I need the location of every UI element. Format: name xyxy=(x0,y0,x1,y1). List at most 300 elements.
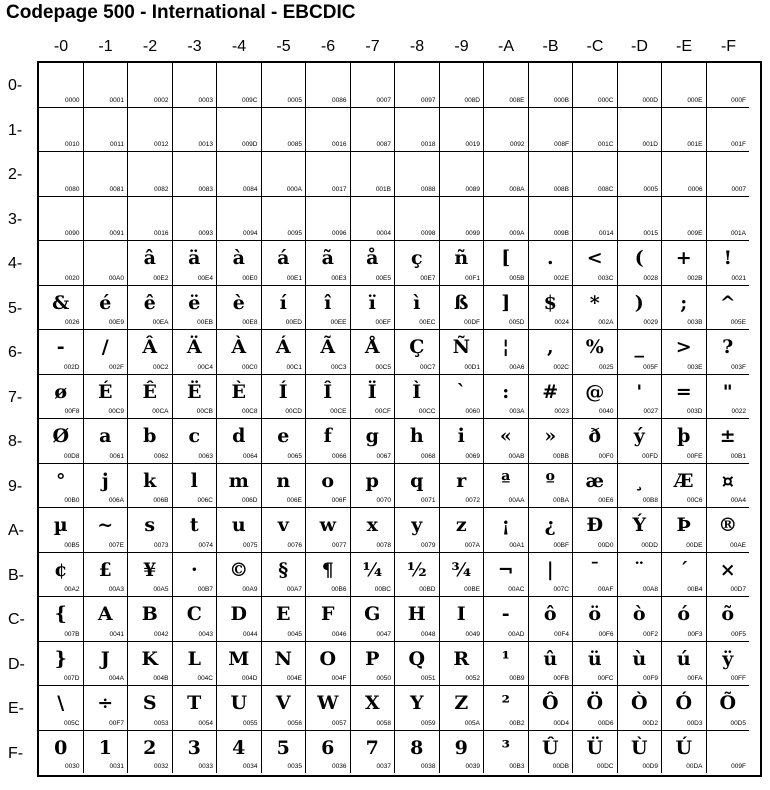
code-cell xyxy=(529,731,574,774)
character-glyph: ` xyxy=(456,380,466,403)
code-cell xyxy=(573,375,618,420)
unicode-code: 0078 xyxy=(376,541,391,549)
unicode-code: 00B7 xyxy=(197,586,213,593)
character-glyph: % xyxy=(585,336,604,358)
page-title: Codepage 500 - International - EBCDIC xyxy=(6,2,356,23)
unicode-code: 00A0 xyxy=(108,274,124,282)
unicode-code: 0036 xyxy=(332,763,347,770)
unicode-code: 0093 xyxy=(198,230,213,237)
code-cell xyxy=(618,642,663,687)
code-cell xyxy=(529,330,574,375)
unicode-code: 0088 xyxy=(421,185,436,193)
character-glyph: / xyxy=(101,336,109,358)
unicode-code: 0025 xyxy=(599,363,614,371)
unicode-code: 008A xyxy=(509,185,525,193)
unicode-code: 007A xyxy=(464,541,480,549)
unicode-code: 00CF xyxy=(375,408,391,415)
character-glyph: ´ xyxy=(679,558,689,581)
unicode-code: 00B1 xyxy=(730,452,746,460)
unicode-code: 0091 xyxy=(109,230,124,237)
character-glyph: ² xyxy=(501,692,510,714)
character-glyph: " xyxy=(722,380,733,403)
unicode-code: 0074 xyxy=(198,541,213,549)
character-glyph: Å xyxy=(364,336,380,358)
unicode-code: 00D0 xyxy=(597,541,614,549)
character-glyph: ¡ xyxy=(501,514,510,536)
character-glyph: 1 xyxy=(98,736,112,759)
character-glyph: | xyxy=(546,558,554,581)
unicode-code: 00A6 xyxy=(509,363,525,371)
code-cell xyxy=(306,553,351,598)
character-glyph: : xyxy=(502,380,510,403)
unicode-code: 0090 xyxy=(65,230,80,237)
character-glyph: ¤ xyxy=(721,469,734,492)
code-cell xyxy=(440,553,485,598)
code-cell xyxy=(351,63,396,108)
code-cell xyxy=(395,197,440,242)
unicode-code: 00D1 xyxy=(464,363,480,371)
character-glyph: o xyxy=(321,469,335,492)
unicode-code: 00B3 xyxy=(509,763,525,770)
unicode-code: 0040 xyxy=(599,408,614,415)
code-cell xyxy=(351,375,396,420)
column-header: -B xyxy=(542,38,559,55)
unicode-code: 003F xyxy=(731,363,746,371)
character-glyph: 8 xyxy=(410,736,424,759)
unicode-code: 0048 xyxy=(421,630,436,638)
code-cell xyxy=(351,330,396,375)
column-header: -0 xyxy=(53,38,69,55)
character-glyph: ? xyxy=(722,336,734,358)
unicode-code: 0018 xyxy=(421,141,436,148)
unicode-code: 00B0 xyxy=(64,497,80,504)
character-glyph: w xyxy=(319,514,336,536)
unicode-code: 00BB xyxy=(553,452,569,460)
code-cell xyxy=(440,375,485,420)
character-glyph: J xyxy=(100,647,110,670)
character-glyph: z xyxy=(455,514,467,536)
code-cell xyxy=(217,419,262,464)
character-glyph: k xyxy=(143,469,157,492)
code-cell xyxy=(39,419,84,464)
unicode-code: 00E5 xyxy=(375,274,391,282)
code-cell xyxy=(707,63,750,108)
character-glyph: F xyxy=(321,603,335,625)
code-cell xyxy=(440,731,485,774)
code-cell xyxy=(128,464,173,509)
code-cell xyxy=(662,686,707,731)
unicode-code: 003D xyxy=(686,408,703,415)
character-glyph: ð xyxy=(588,425,602,447)
unicode-code: 0005 xyxy=(643,185,658,193)
code-cell xyxy=(306,464,351,509)
unicode-code: 00BD xyxy=(419,586,436,593)
character-glyph: V xyxy=(275,692,291,714)
unicode-code: 0060 xyxy=(465,408,480,415)
code-cell xyxy=(707,419,750,464)
character-glyph: ¨ xyxy=(634,558,644,581)
code-cell xyxy=(173,152,218,197)
unicode-code: 0029 xyxy=(643,319,658,326)
unicode-code: 008B xyxy=(553,185,569,193)
unicode-code: 00F9 xyxy=(643,675,658,682)
unicode-code: 00DF xyxy=(464,319,480,326)
code-cell xyxy=(39,286,84,331)
character-glyph: @ xyxy=(585,380,605,403)
character-glyph: t xyxy=(189,514,199,536)
unicode-code: 0056 xyxy=(287,719,302,727)
character-glyph: è xyxy=(232,291,245,314)
unicode-code: 001F xyxy=(731,141,746,148)
unicode-code: 004A xyxy=(108,675,124,682)
code-cell xyxy=(39,197,84,242)
column-header: -1 xyxy=(98,38,113,55)
code-cell xyxy=(484,286,529,331)
character-glyph: « xyxy=(499,425,512,447)
unicode-code: 007C xyxy=(553,586,569,593)
unicode-code: 006B xyxy=(153,497,169,504)
code-cell xyxy=(306,419,351,464)
unicode-code: 003A xyxy=(509,408,525,415)
row-header: 5- xyxy=(8,299,23,317)
unicode-code: 00A3 xyxy=(108,586,124,593)
code-cell xyxy=(484,553,529,598)
code-cell xyxy=(84,464,129,509)
unicode-code: 00E9 xyxy=(108,319,124,326)
code-cell xyxy=(84,508,129,553)
code-cell xyxy=(662,241,707,286)
code-cell xyxy=(262,731,307,774)
unicode-code: 0002 xyxy=(154,96,169,104)
unicode-code: 001A xyxy=(730,230,746,237)
character-glyph: ¼ xyxy=(362,558,383,581)
code-cell xyxy=(173,597,218,642)
unicode-code: 00DA xyxy=(686,763,703,770)
character-glyph: ï xyxy=(368,291,376,314)
unicode-code: 00CB xyxy=(196,408,213,415)
code-cell xyxy=(306,152,351,197)
unicode-code: 0035 xyxy=(287,763,302,770)
unicode-code: 00BE xyxy=(464,586,480,593)
unicode-code: 00D8 xyxy=(63,452,80,460)
code-cell xyxy=(39,464,84,509)
character-glyph: ! xyxy=(723,247,732,269)
column-header: -2 xyxy=(142,38,158,55)
code-cell xyxy=(707,330,750,375)
character-glyph: # xyxy=(542,380,559,403)
column-header: -7 xyxy=(365,38,380,55)
character-glyph: ¦ xyxy=(502,336,510,358)
character-glyph: v xyxy=(277,514,289,536)
character-glyph: ô xyxy=(543,603,557,625)
unicode-code: 0097 xyxy=(421,96,436,104)
character-glyph: Ý xyxy=(632,514,647,536)
code-cell xyxy=(573,597,618,642)
unicode-code: 00F3 xyxy=(687,630,703,638)
unicode-code: 00ED xyxy=(285,319,302,326)
code-cell xyxy=(573,286,618,331)
code-cell xyxy=(440,197,485,242)
character-glyph: à xyxy=(232,247,245,269)
code-cell xyxy=(707,464,750,509)
code-cell xyxy=(573,731,618,774)
unicode-code: 00B5 xyxy=(64,541,80,549)
unicode-code: 00BF xyxy=(553,541,569,549)
unicode-code: 00EC xyxy=(419,319,436,326)
unicode-code: 00D3 xyxy=(686,719,703,727)
code-cell xyxy=(484,464,529,509)
unicode-code: 0095 xyxy=(287,230,302,237)
unicode-code: 006A xyxy=(108,497,124,504)
unicode-code: 00C0 xyxy=(241,363,258,371)
code-cell xyxy=(573,330,618,375)
code-cell xyxy=(440,241,485,286)
unicode-code: 0031 xyxy=(109,763,124,770)
unicode-code: 00E7 xyxy=(420,274,436,282)
code-cell xyxy=(484,241,529,286)
code-cell xyxy=(262,375,307,420)
unicode-code: 0055 xyxy=(243,719,258,727)
code-cell xyxy=(39,152,84,197)
code-cell xyxy=(529,152,574,197)
character-glyph: Ê xyxy=(142,380,157,403)
unicode-code: 002C xyxy=(553,363,569,371)
unicode-code: 006F xyxy=(331,497,347,504)
character-glyph: l xyxy=(190,469,198,492)
character-glyph: á xyxy=(277,247,290,269)
unicode-code: 005B xyxy=(509,274,525,282)
character-glyph: Þ xyxy=(676,514,691,536)
code-cell xyxy=(173,330,218,375)
unicode-code: 0087 xyxy=(376,141,391,148)
unicode-code: 0020 xyxy=(65,274,80,282)
code-cell xyxy=(84,375,129,420)
character-glyph: ~ xyxy=(97,514,114,536)
unicode-code: 0062 xyxy=(154,452,169,460)
unicode-code: 00D6 xyxy=(597,719,614,727)
character-glyph: ç xyxy=(410,247,423,269)
code-cell xyxy=(618,731,663,774)
character-glyph: ù xyxy=(632,647,647,670)
character-glyph: ; xyxy=(680,291,688,314)
code-cell xyxy=(217,286,262,331)
code-cell xyxy=(662,597,707,642)
character-glyph: ³ xyxy=(501,736,510,759)
unicode-code: 00DC xyxy=(596,763,614,770)
code-cell xyxy=(128,642,173,687)
unicode-code: 00FB xyxy=(553,675,569,682)
code-cell xyxy=(529,508,574,553)
character-glyph: - xyxy=(501,603,510,625)
code-cell xyxy=(529,686,574,731)
unicode-code: 0010 xyxy=(65,141,80,148)
character-glyph: Û xyxy=(541,736,559,759)
unicode-code: 0021 xyxy=(731,274,746,282)
code-cell xyxy=(662,197,707,242)
character-glyph: Ð xyxy=(586,514,604,536)
unicode-code: 0057 xyxy=(332,719,347,727)
code-cell xyxy=(128,63,173,108)
code-cell xyxy=(618,241,663,286)
unicode-code: 0047 xyxy=(376,630,391,638)
row-header: D- xyxy=(8,655,25,673)
character-glyph: ý xyxy=(633,425,645,447)
code-cell xyxy=(484,108,529,153)
character-glyph: < xyxy=(586,247,603,269)
unicode-code: 00AF xyxy=(597,586,614,593)
unicode-code: 0068 xyxy=(421,452,436,460)
unicode-code: 00B8 xyxy=(642,497,658,504)
code-cell xyxy=(306,241,351,286)
code-cell xyxy=(662,375,707,420)
character-glyph: æ xyxy=(585,469,605,492)
unicode-code: 000C xyxy=(597,96,614,104)
code-cell xyxy=(618,553,663,598)
unicode-code: 00E4 xyxy=(197,274,213,282)
code-cell xyxy=(262,63,307,108)
code-cell xyxy=(84,419,129,464)
unicode-code: 009B xyxy=(553,230,569,237)
code-cell xyxy=(707,108,750,153)
unicode-code: 0092 xyxy=(510,141,525,148)
code-cell xyxy=(84,241,129,286)
code-cell xyxy=(529,553,574,598)
unicode-code: 009D xyxy=(241,141,258,148)
unicode-code: 00BA xyxy=(553,497,569,504)
code-cell xyxy=(707,597,750,642)
code-cell xyxy=(128,597,173,642)
code-cell xyxy=(395,241,440,286)
code-cell xyxy=(484,152,529,197)
character-glyph: b xyxy=(143,425,157,447)
character-glyph: ú xyxy=(676,647,691,670)
code-cell xyxy=(84,108,129,153)
character-glyph: ÷ xyxy=(97,692,114,714)
row-header: 9- xyxy=(8,477,23,495)
character-glyph: ¯ xyxy=(590,558,600,581)
unicode-code: 0080 xyxy=(65,185,80,193)
code-cell xyxy=(306,375,351,420)
unicode-code: 00AD xyxy=(508,630,525,638)
character-glyph: ì xyxy=(413,291,421,314)
code-cell xyxy=(351,108,396,153)
unicode-code: 0016 xyxy=(332,141,347,148)
unicode-code: 00F2 xyxy=(643,630,658,638)
code-cell xyxy=(351,508,396,553)
unicode-code: 0001 xyxy=(109,96,124,104)
character-glyph: 3 xyxy=(187,736,201,759)
code-cell xyxy=(484,63,529,108)
unicode-code: 003C xyxy=(597,274,614,282)
code-cell xyxy=(662,642,707,687)
code-cell xyxy=(306,108,351,153)
code-cell xyxy=(440,597,485,642)
code-cell xyxy=(395,152,440,197)
character-glyph: m xyxy=(228,469,249,492)
character-glyph: O xyxy=(319,647,337,670)
unicode-code: 00B9 xyxy=(509,675,525,682)
character-glyph: W xyxy=(317,692,339,714)
code-cell xyxy=(484,508,529,553)
unicode-code: 001B xyxy=(375,185,391,193)
code-cell xyxy=(128,731,173,774)
character-glyph: Ô xyxy=(541,692,559,714)
code-cell xyxy=(39,731,84,774)
character-glyph: H xyxy=(407,603,426,625)
code-cell xyxy=(39,108,84,153)
code-cell xyxy=(39,375,84,420)
code-cell xyxy=(662,731,707,774)
code-cell xyxy=(618,508,663,553)
character-glyph: s xyxy=(144,514,156,536)
unicode-code: 00C2 xyxy=(152,363,169,371)
character-glyph: Ì xyxy=(412,380,422,403)
code-cell xyxy=(84,197,129,242)
row-header: A- xyxy=(8,522,24,539)
unicode-code: 00AB xyxy=(508,452,525,460)
unicode-code: 000E xyxy=(687,96,703,104)
column-header: -D xyxy=(631,38,648,55)
unicode-code: 008D xyxy=(464,96,480,104)
row-header: 1- xyxy=(8,121,23,139)
character-glyph: ¿ xyxy=(544,514,556,536)
unicode-code: 00C8 xyxy=(241,408,258,415)
code-cell xyxy=(262,508,307,553)
code-cell xyxy=(217,197,262,242)
code-cell xyxy=(573,686,618,731)
character-glyph: ° xyxy=(56,469,66,492)
character-glyph: û xyxy=(543,647,558,670)
unicode-code: 008C xyxy=(597,185,614,193)
code-cell xyxy=(440,286,485,331)
unicode-code: 00A1 xyxy=(509,541,525,549)
unicode-code: 0077 xyxy=(332,541,347,549)
unicode-code: 0043 xyxy=(198,630,213,638)
code-cell xyxy=(217,464,262,509)
code-cell xyxy=(128,330,173,375)
character-glyph: ^ xyxy=(719,291,736,314)
code-cell xyxy=(484,419,529,464)
unicode-code: 0051 xyxy=(421,675,436,682)
character-glyph: ß xyxy=(454,291,469,314)
code-cell xyxy=(573,152,618,197)
code-cell xyxy=(707,686,750,731)
row-header: C- xyxy=(8,611,25,628)
character-glyph: ê xyxy=(143,291,156,314)
code-cell xyxy=(306,508,351,553)
code-cell xyxy=(351,286,396,331)
code-cell xyxy=(707,152,750,197)
unicode-code: 0003 xyxy=(198,96,213,104)
code-cell xyxy=(128,152,173,197)
character-glyph: Ï xyxy=(367,380,377,403)
code-cell xyxy=(173,197,218,242)
code-cell xyxy=(262,241,307,286)
code-cell xyxy=(484,686,529,731)
unicode-code: 0046 xyxy=(332,630,347,638)
code-cell xyxy=(707,197,750,242)
unicode-code: 005E xyxy=(730,319,746,326)
character-glyph: È xyxy=(231,380,246,403)
code-cell xyxy=(39,642,84,687)
unicode-code: 00FD xyxy=(642,452,658,460)
code-cell xyxy=(39,597,84,642)
character-glyph: ¥ xyxy=(143,558,157,581)
character-glyph: q xyxy=(410,469,424,492)
unicode-code: 0061 xyxy=(109,452,124,460)
unicode-code: 009F xyxy=(731,763,746,770)
unicode-code: 0066 xyxy=(332,452,347,460)
